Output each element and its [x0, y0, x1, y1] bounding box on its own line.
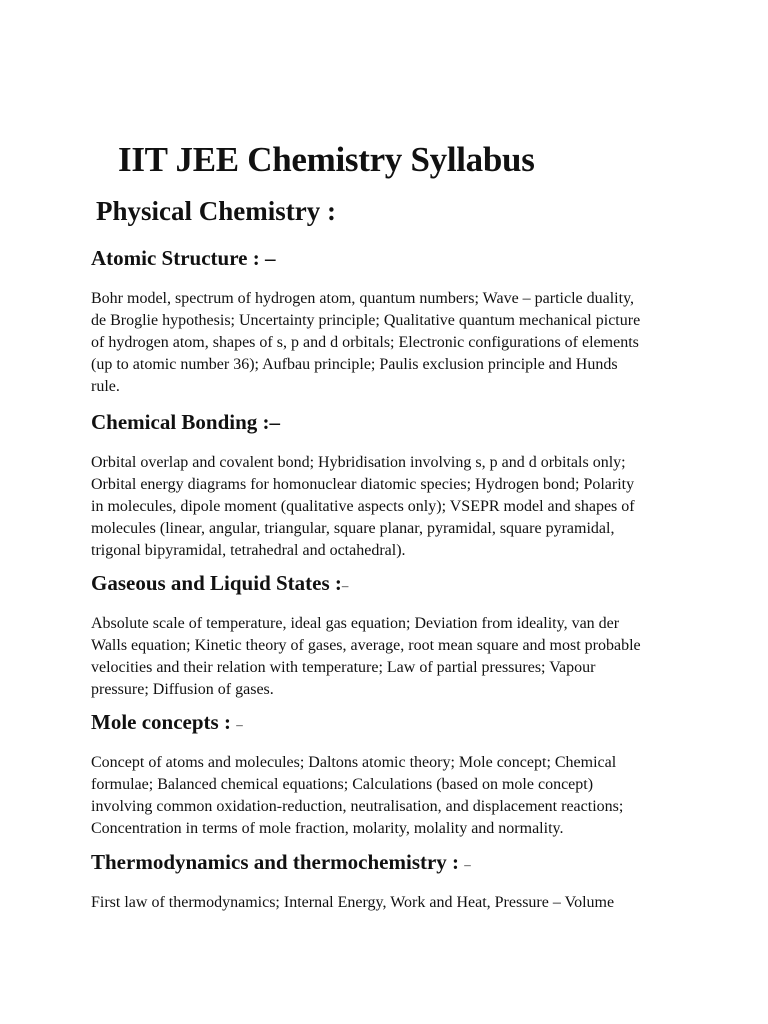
body-line: Walls equation; Kinetic theory of gases, average, root mean square and most probable — [91, 637, 641, 654]
topic-gaseous-liquid-states — [91, 571, 701, 701]
body-line: (up to atomic number 36); Aufbau principle; Paulis exclusion principle and Hunds — [91, 356, 618, 373]
body-line: formulae; Balanced chemical equations; Calculations (based on mole concept) — [91, 776, 594, 793]
body-line: First law of thermodynamics; Internal Energy, Work and Heat, Pressure – Volume — [91, 894, 615, 911]
topic-heading-text: Mole concepts : — [91, 710, 231, 734]
topic-body — [91, 452, 701, 562]
body-line: rule. — [91, 378, 120, 395]
topic-chemical-bonding — [91, 410, 701, 562]
body-line: Concept of atoms and molecules; Daltons atomic theory; Mole concept; Chemical — [91, 754, 617, 771]
topic-heading — [91, 410, 701, 435]
topic-heading-dash: – — [269, 410, 281, 434]
body-line: molecules (linear, angular, triangular, square planar, pyramidal, square pyramidal, — [91, 520, 615, 537]
topic-heading — [91, 850, 701, 875]
body-line: pressure; Diffusion of gases. — [91, 681, 274, 698]
document-title: IIT JEE Chemistry Syllabus — [118, 140, 535, 179]
body-line: of hydrogen atom, shapes of s, p and d orbitals; Electronic configurations of elements — [91, 334, 639, 351]
topic-body — [91, 288, 701, 398]
body-line: Orbital energy diagrams for homonuclear diatomic species; Hydrogen bond; Polarity — [91, 476, 635, 493]
topic-heading-text: Atomic Structure : — [91, 246, 260, 270]
topic-body — [91, 613, 701, 701]
topic-atomic-structure — [91, 246, 701, 398]
body-line: de Broglie hypothesis; Uncertainty principle; Qualitative quantum mechanical picture — [91, 312, 641, 329]
body-line: in molecules, dipole moment (qualitative aspects only); VSEPR model and shapes of — [91, 498, 635, 515]
topic-heading-dash: – — [264, 246, 276, 270]
topic-heading-text: Gaseous and Liquid States : — [91, 571, 342, 595]
topic-heading-dash: – — [341, 578, 349, 593]
body-line: Bohr model, spectrum of hydrogen atom, quantum numbers; Wave – particle duality, — [91, 290, 635, 307]
body-line: Orbital overlap and covalent bond; Hybridisation involving s, p and d orbitals only; — [91, 454, 626, 471]
body-line: trigonal bipyramidal, tetrahedral and octahedral). — [91, 542, 406, 559]
topic-heading-text: Thermodynamics and thermochemistry : — [91, 850, 460, 874]
topic-heading — [91, 571, 701, 596]
body-line: Concentration in terms of mole fraction, molarity, molality and normality. — [91, 820, 564, 837]
section-title: Physical Chemistry : — [96, 196, 336, 226]
topic-heading — [91, 710, 701, 735]
topic-body — [91, 752, 701, 840]
topic-heading — [91, 246, 701, 271]
body-line: velocities and their relation with temperature; Law of partial pressures; Vapour — [91, 659, 596, 676]
topic-thermodynamics — [91, 850, 701, 914]
topic-heading-dash: – — [236, 717, 243, 732]
topic-mole-concepts — [91, 710, 701, 840]
body-line: Absolute scale of temperature, ideal gas equation; Deviation from ideality, van der — [91, 615, 620, 632]
topic-body — [91, 892, 701, 914]
topic-heading-text: Chemical Bonding : — [91, 410, 270, 434]
body-line: involving common oxidation-reduction, neutralisation, and displacement reactions; — [91, 798, 624, 815]
topic-heading-dash: – — [464, 857, 471, 872]
